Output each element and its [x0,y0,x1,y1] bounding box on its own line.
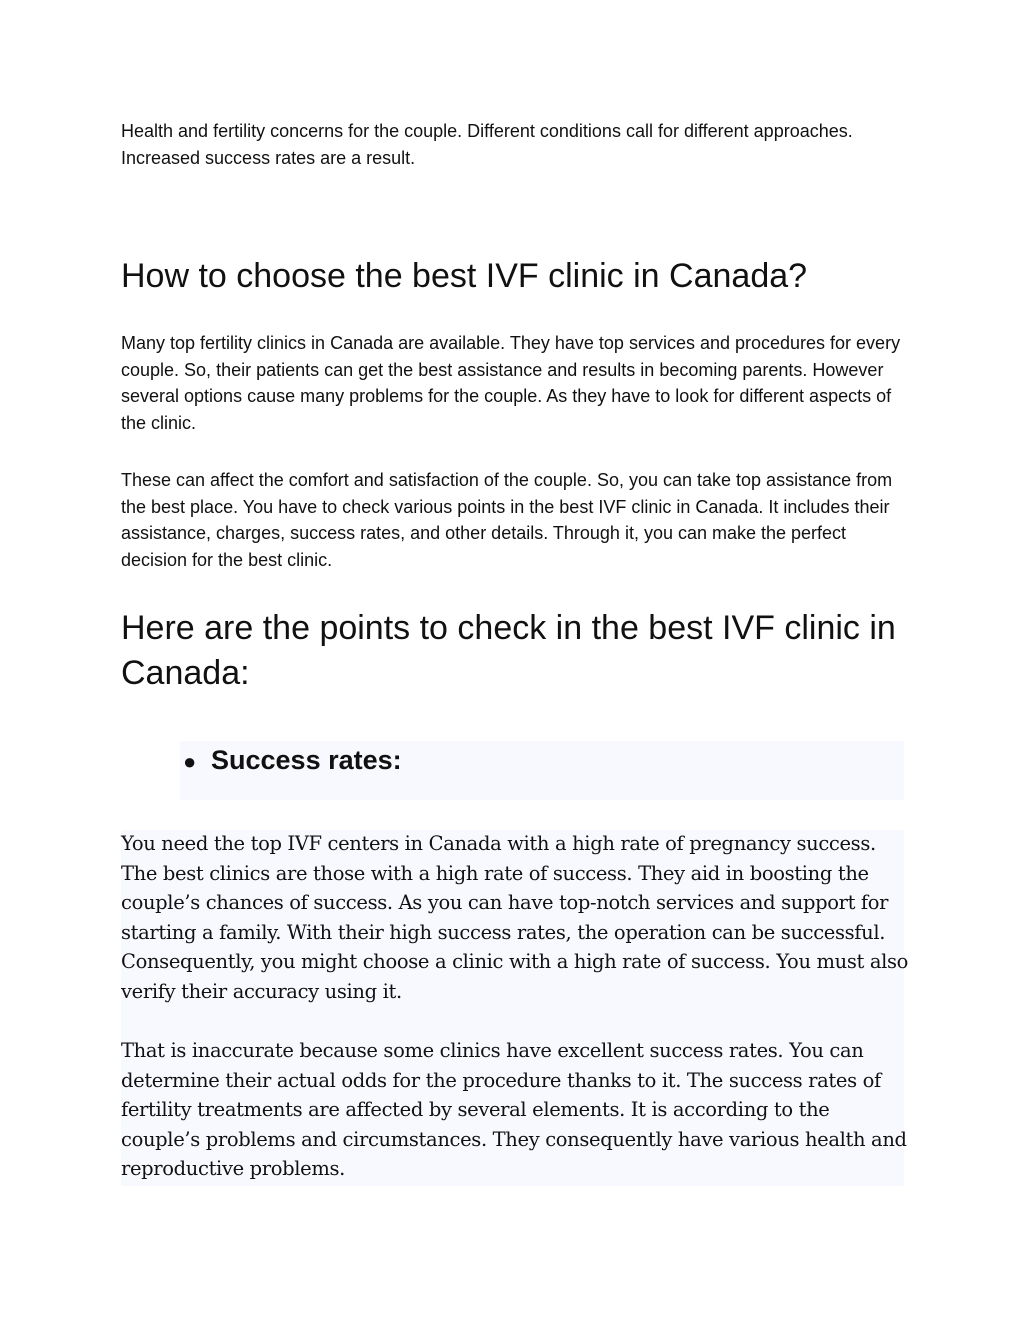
section-heading-points-to-check: Here are the points to check in the best IVF clinic in Canada: [121,609,896,692]
intro-paragraph: Health and fertility concerns for the couple. Different conditions call for different approaches. Increased success rates are a result. [121,121,853,168]
section1-paragraph-2: These can affect the comfort and satisfaction of the couple. So, you can take top assistance from the best place. You have to check various points in the best IVF clinic in Canada. It includes their assistance, charges, success rates, and other details. Through it, you can make the perfect decision for the best clinic. [121,470,893,570]
bullet-icon: ● [183,749,197,774]
success-rates-paragraph-2: That is inaccurate because some clinics have excellent success rates. You can determine their actual odds for the procedure thanks to it. The success rates of fertility treatments are affected by several elements. It is according to the couple’s problems and circumstances. They consequently have various health and reproductive problems. [121,1039,907,1180]
bullet-item-success-rates: Success rates: [211,745,402,775]
section-heading-choose-clinic: How to choose the best IVF clinic in Canada? [121,257,808,295]
success-rates-paragraph-1: You need the top IVF centers in Canada with a high rate of pregnancy success. The best clinics are those with a high rate of success. They aid in boosting the couple’s chances of success. As you can have top-notch services and support for starting a family. With their high success rates, the operation can be successful. Consequently, you might choose a clinic with a high rate of success. You must also verify their accuracy using it. [121,832,909,1003]
section1-paragraph-1: Many top fertility clinics in Canada are available. They have top services and procedures for every couple. So, their patients can get the best assistance and results in becoming parents. However several options cause many problems for the couple. As they have to look for different aspects of the clinic. [121,333,901,433]
